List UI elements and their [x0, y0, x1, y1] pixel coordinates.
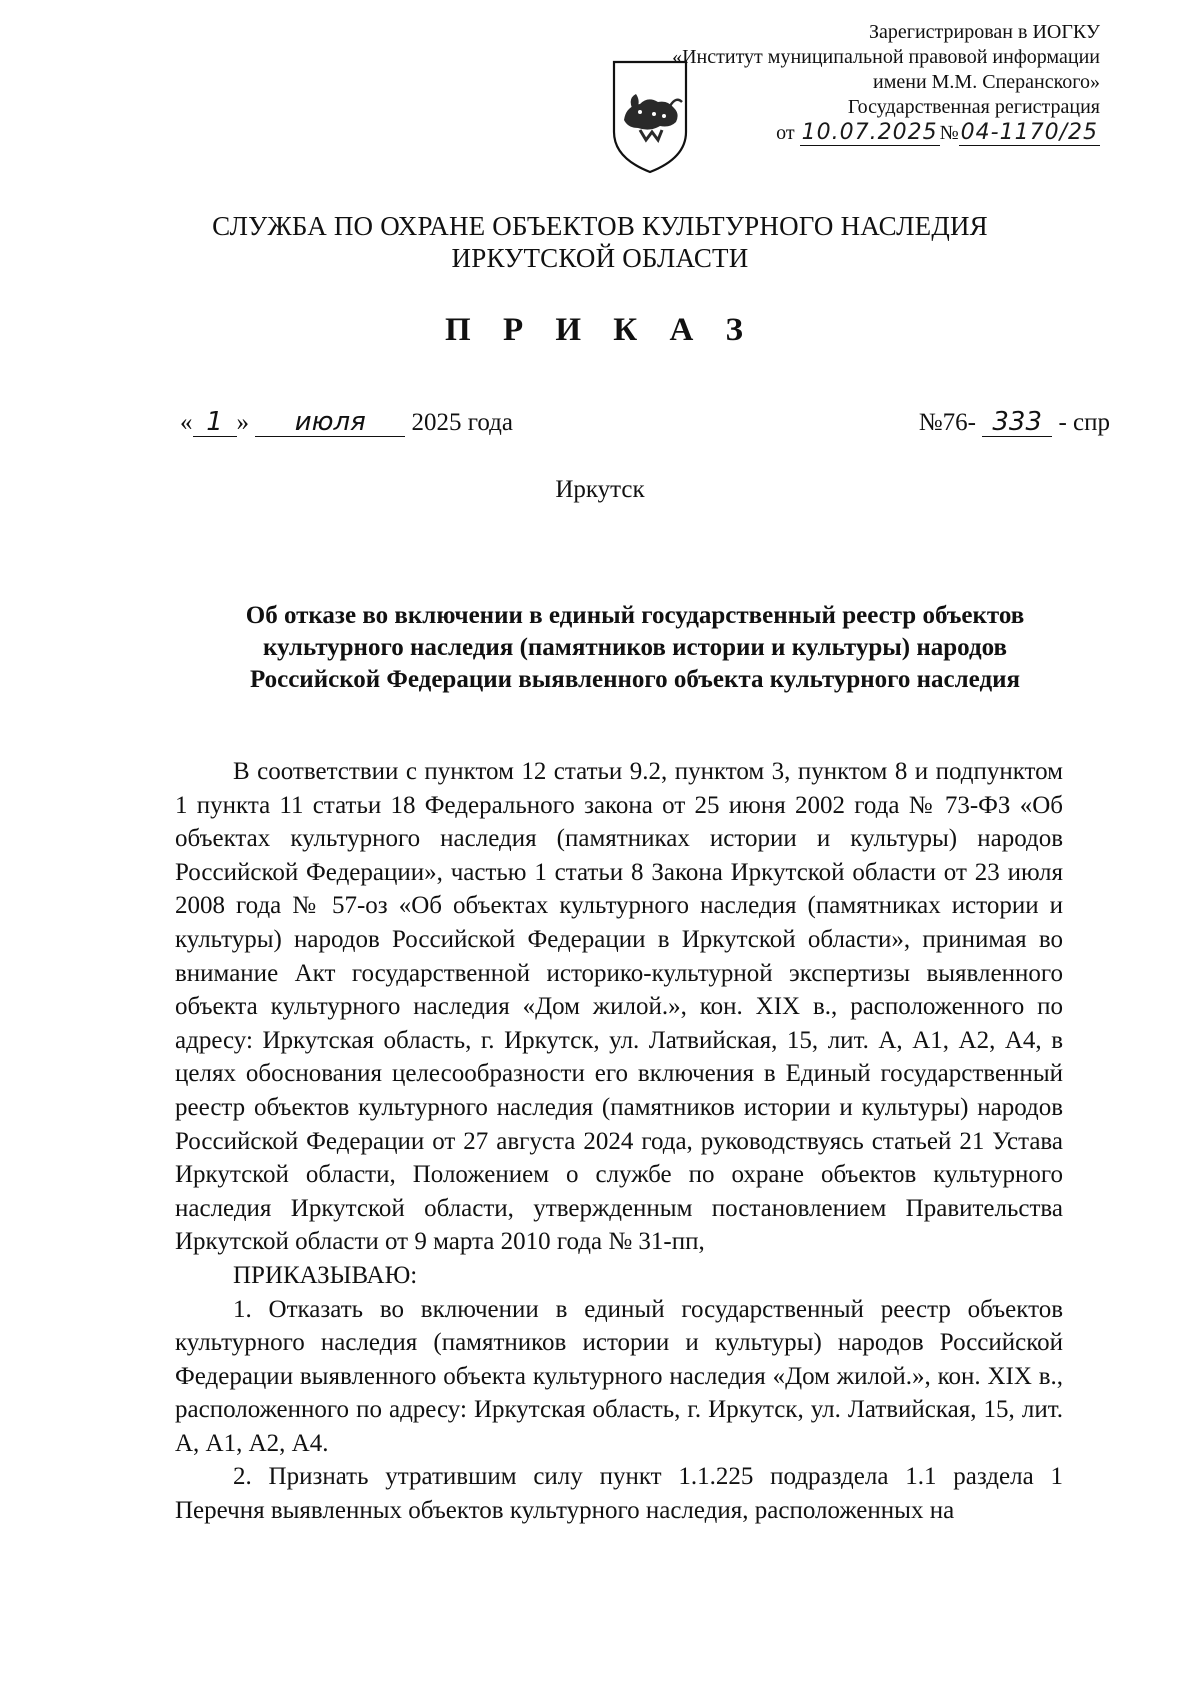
- order-body: [175, 755, 1063, 1528]
- order-number-value: 333: [982, 408, 1052, 437]
- order-heading: [185, 600, 1085, 696]
- order-title: П Р И К А З: [445, 312, 755, 348]
- item-2-paragraph: 2. Признать утратившим силу пункт 1.1.225 подраздела 1.1 раздела 1 Перечня выявленных объектов культурного наследия, расположенных на: [175, 1463, 1063, 1525]
- date-day: 1: [193, 408, 237, 437]
- city: Иркутск: [555, 476, 645, 503]
- date-year: 2025 года: [411, 409, 513, 436]
- agency-name: [150, 210, 1050, 274]
- order-number-prefix: №76-: [918, 409, 976, 436]
- order-date: [180, 408, 513, 437]
- registration-number-sign: №: [939, 122, 959, 144]
- registration-from-prefix: от: [776, 122, 795, 144]
- registration-line-3: имени М.М. Сперанского»: [873, 71, 1100, 93]
- heading-line-1: Об отказе во включении в единый государственный реестр объектов: [245, 602, 1025, 629]
- heading-line-2: культурного наследия (памятников истории и культуры) народов: [262, 634, 1007, 661]
- heading-line-3: Российской Федерации выявленного объекта культурного наследия: [249, 666, 1021, 693]
- registration-number: 04-1170/25: [960, 120, 1098, 145]
- registration-date: 10.07.2025: [801, 120, 938, 145]
- order-number: [919, 408, 1110, 437]
- agency-name-line-1: СЛУЖБА ПО ОХРАНЕ ОБЪЕКТОВ КУЛЬТУРНОГО НАСЛЕДИЯ: [212, 211, 988, 241]
- date-open-quote: «: [180, 409, 193, 436]
- registration-line-2: «Институт муниципальной правовой информации: [672, 46, 1100, 68]
- item-1-paragraph: 1. Отказать во включении в единый государственный реестр объектов культурного наследия (памятников истории и культуры) народов Российской Федерации выявленного объекта культурного наследия «Дом жилой.», кон. XIX в., расположенного по адресу: Иркутская область, г. Иркутск, ул. Латвийская, 15, лит. А, А1, А2, А4.: [175, 1295, 1063, 1457]
- date-month: июля: [255, 408, 405, 437]
- date-close-quote: »: [236, 409, 249, 436]
- agency-name-line-2: ИРКУТСКОЙ ОБЛАСТИ: [451, 243, 749, 273]
- decree-word: ПРИКАЗЫВАЮ:: [233, 1261, 418, 1289]
- preamble-paragraph: В соответствии с пунктом 12 статьи 9.2, пунктом 3, пунктом 8 и подпунктом 1 пункта 11 статьи 18 Федерального закона от 25 июня 2002 года № 73-ФЗ «Об объектах культурного наследия (памятниках истории и культуры) народов Российской Федерации», частью 1 статьи 8 Закона Иркутской области от 23 июля 2008 года № 57-оз «Об объектах культурного наследия (памятниках истории и культуры) народов Российской Федерации в Иркутской области», принимая во внимание Акт государственной историко-культурной экспертизы выявленного объекта культурного наследия «Дом жилой.», кон. XIX в., расположенного по адресу: Иркутская область, г. Иркутск, ул. Латвийская, 15, лит. А, А1, А2, А4, в целях обоснования целесообразности его включения в Единый государственный реестр объектов культурного наследия (памятников истории и культуры) народов Российской Федерации от 27 августа 2024 года, руководствуясь статьей 21 Устава Иркутской области, Положением о службе по охране объектов культурного наследия Иркутской области, утвержденным постановлением Правительства Иркутской области от 9 марта 2010 года № 31-пп,: [175, 758, 1063, 1256]
- coat-of-arms-icon: [610, 58, 690, 176]
- registration-line-4: Государственная регистрация: [847, 96, 1100, 118]
- order-number-suffix: - спр: [1058, 409, 1110, 436]
- registration-line-1: Зарегистрирован в ИОГКУ: [869, 21, 1100, 43]
